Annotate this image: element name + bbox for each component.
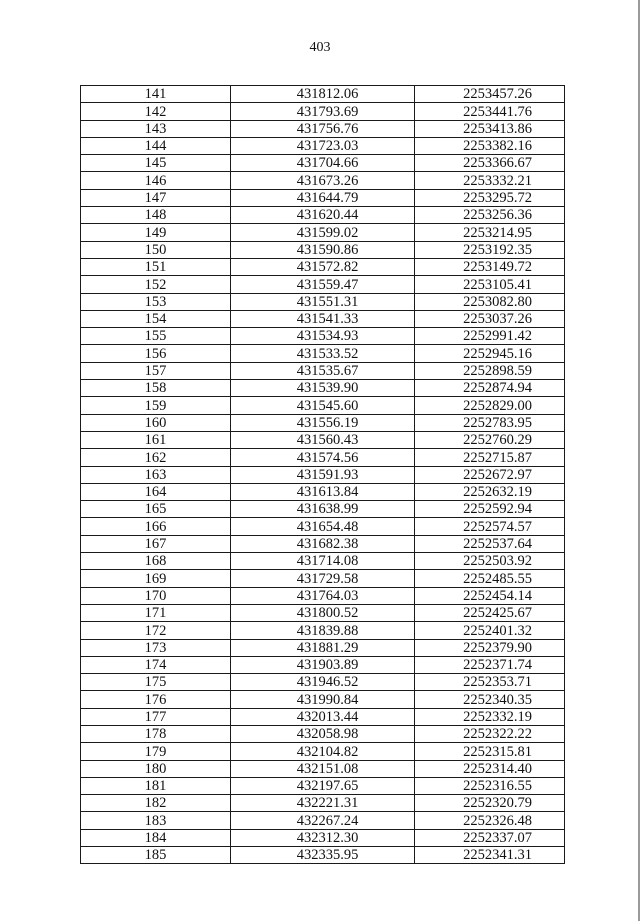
x-coordinate-cell: 431551.31 bbox=[231, 293, 415, 310]
point-number-cell: 145 bbox=[81, 155, 231, 172]
y-coordinate-cell: 2252340.35 bbox=[415, 691, 565, 708]
point-number-cell: 168 bbox=[81, 553, 231, 570]
x-coordinate-cell: 432104.82 bbox=[231, 743, 415, 760]
x-coordinate-cell: 431839.88 bbox=[231, 622, 415, 639]
y-coordinate-cell: 2252454.14 bbox=[415, 587, 565, 604]
x-coordinate-cell: 431756.76 bbox=[231, 120, 415, 137]
x-coordinate-cell: 432312.30 bbox=[231, 829, 415, 846]
table-row bbox=[81, 622, 565, 639]
y-coordinate-cell: 2252332.19 bbox=[415, 708, 565, 725]
y-coordinate-cell: 2252341.31 bbox=[415, 847, 565, 864]
point-number-cell: 170 bbox=[81, 587, 231, 604]
x-coordinate-cell: 431638.99 bbox=[231, 501, 415, 518]
x-coordinate-cell: 432058.98 bbox=[231, 725, 415, 742]
table-row bbox=[81, 795, 565, 812]
table-row bbox=[81, 86, 565, 103]
y-coordinate-cell: 2253105.41 bbox=[415, 276, 565, 293]
point-number-cell: 174 bbox=[81, 656, 231, 673]
table-row bbox=[81, 656, 565, 673]
table-row bbox=[81, 535, 565, 552]
point-number-cell: 178 bbox=[81, 725, 231, 742]
point-number-cell: 175 bbox=[81, 674, 231, 691]
page-number: 403 bbox=[309, 40, 331, 55]
y-coordinate-cell: 2253214.95 bbox=[415, 224, 565, 241]
x-coordinate-cell: 431620.44 bbox=[231, 207, 415, 224]
coordinate-table bbox=[80, 85, 565, 864]
x-coordinate-cell: 432197.65 bbox=[231, 777, 415, 794]
x-coordinate-cell: 431559.47 bbox=[231, 276, 415, 293]
y-coordinate-cell: 2253332.21 bbox=[415, 172, 565, 189]
point-number-cell: 156 bbox=[81, 345, 231, 362]
x-coordinate-cell: 431599.02 bbox=[231, 224, 415, 241]
y-coordinate-cell: 2253366.67 bbox=[415, 155, 565, 172]
table-row bbox=[81, 241, 565, 258]
table-row bbox=[81, 431, 565, 448]
y-coordinate-cell: 2252898.59 bbox=[415, 362, 565, 379]
table-row bbox=[81, 570, 565, 587]
y-coordinate-cell: 2253037.26 bbox=[415, 310, 565, 327]
y-coordinate-cell: 2253413.86 bbox=[415, 120, 565, 137]
y-coordinate-cell: 2252760.29 bbox=[415, 431, 565, 448]
table-row bbox=[81, 639, 565, 656]
y-coordinate-cell: 2252326.48 bbox=[415, 812, 565, 829]
x-coordinate-cell: 431556.19 bbox=[231, 414, 415, 431]
point-number-cell: 154 bbox=[81, 310, 231, 327]
y-coordinate-cell: 2252537.64 bbox=[415, 535, 565, 552]
table-row bbox=[81, 120, 565, 137]
point-number-cell: 181 bbox=[81, 777, 231, 794]
table-row bbox=[81, 449, 565, 466]
x-coordinate-cell: 431729.58 bbox=[231, 570, 415, 587]
point-number-cell: 180 bbox=[81, 760, 231, 777]
table-row bbox=[81, 189, 565, 206]
point-number-cell: 148 bbox=[81, 207, 231, 224]
table-row bbox=[81, 691, 565, 708]
y-coordinate-cell: 2252632.19 bbox=[415, 483, 565, 500]
table-row bbox=[81, 829, 565, 846]
y-coordinate-cell: 2252715.87 bbox=[415, 449, 565, 466]
point-number-cell: 146 bbox=[81, 172, 231, 189]
table-row bbox=[81, 466, 565, 483]
point-number-cell: 162 bbox=[81, 449, 231, 466]
y-coordinate-cell: 2252945.16 bbox=[415, 345, 565, 362]
point-number-cell: 173 bbox=[81, 639, 231, 656]
y-coordinate-cell: 2252425.67 bbox=[415, 604, 565, 621]
y-coordinate-cell: 2252320.79 bbox=[415, 795, 565, 812]
x-coordinate-cell: 431654.48 bbox=[231, 518, 415, 535]
x-coordinate-cell: 431903.89 bbox=[231, 656, 415, 673]
y-coordinate-cell: 2252829.00 bbox=[415, 397, 565, 414]
y-coordinate-cell: 2252371.74 bbox=[415, 656, 565, 673]
y-coordinate-cell: 2252485.55 bbox=[415, 570, 565, 587]
y-coordinate-cell: 2252314.40 bbox=[415, 760, 565, 777]
table-row bbox=[81, 587, 565, 604]
point-number-cell: 166 bbox=[81, 518, 231, 535]
x-coordinate-cell: 431881.29 bbox=[231, 639, 415, 656]
x-coordinate-cell: 431990.84 bbox=[231, 691, 415, 708]
x-coordinate-cell: 431534.93 bbox=[231, 328, 415, 345]
point-number-cell: 143 bbox=[81, 120, 231, 137]
x-coordinate-cell: 431704.66 bbox=[231, 155, 415, 172]
x-coordinate-cell: 431590.86 bbox=[231, 241, 415, 258]
x-coordinate-cell: 431591.93 bbox=[231, 466, 415, 483]
y-coordinate-cell: 2252783.95 bbox=[415, 414, 565, 431]
point-number-cell: 185 bbox=[81, 847, 231, 864]
x-coordinate-cell: 431535.67 bbox=[231, 362, 415, 379]
point-number-cell: 184 bbox=[81, 829, 231, 846]
x-coordinate-cell: 431793.69 bbox=[231, 103, 415, 120]
point-number-cell: 165 bbox=[81, 501, 231, 518]
point-number-cell: 183 bbox=[81, 812, 231, 829]
table-row bbox=[81, 483, 565, 500]
point-number-cell: 160 bbox=[81, 414, 231, 431]
x-coordinate-cell: 431946.52 bbox=[231, 674, 415, 691]
table-row bbox=[81, 518, 565, 535]
table-row bbox=[81, 501, 565, 518]
table-row bbox=[81, 258, 565, 275]
x-coordinate-cell: 431541.33 bbox=[231, 310, 415, 327]
y-coordinate-cell: 2252315.81 bbox=[415, 743, 565, 760]
y-coordinate-cell: 2252592.94 bbox=[415, 501, 565, 518]
point-number-cell: 149 bbox=[81, 224, 231, 241]
point-number-cell: 141 bbox=[81, 86, 231, 103]
point-number-cell: 155 bbox=[81, 328, 231, 345]
table-row bbox=[81, 293, 565, 310]
x-coordinate-cell: 432013.44 bbox=[231, 708, 415, 725]
point-number-cell: 163 bbox=[81, 466, 231, 483]
table-row bbox=[81, 397, 565, 414]
point-number-cell: 171 bbox=[81, 604, 231, 621]
y-coordinate-cell: 2252322.22 bbox=[415, 725, 565, 742]
y-coordinate-cell: 2253256.36 bbox=[415, 207, 565, 224]
y-coordinate-cell: 2253295.72 bbox=[415, 189, 565, 206]
y-coordinate-cell: 2252503.92 bbox=[415, 553, 565, 570]
table-row bbox=[81, 137, 565, 154]
x-coordinate-cell: 432151.08 bbox=[231, 760, 415, 777]
point-number-cell: 164 bbox=[81, 483, 231, 500]
x-coordinate-cell: 431812.06 bbox=[231, 86, 415, 103]
y-coordinate-cell: 2252672.97 bbox=[415, 466, 565, 483]
table-row bbox=[81, 207, 565, 224]
y-coordinate-cell: 2252353.71 bbox=[415, 674, 565, 691]
x-coordinate-cell: 431800.52 bbox=[231, 604, 415, 621]
point-number-cell: 157 bbox=[81, 362, 231, 379]
y-coordinate-cell: 2253441.76 bbox=[415, 103, 565, 120]
x-coordinate-cell: 431560.43 bbox=[231, 431, 415, 448]
point-number-cell: 150 bbox=[81, 241, 231, 258]
table-row bbox=[81, 276, 565, 293]
x-coordinate-cell: 431644.79 bbox=[231, 189, 415, 206]
y-coordinate-cell: 2252874.94 bbox=[415, 380, 565, 397]
point-number-cell: 182 bbox=[81, 795, 231, 812]
table-row bbox=[81, 103, 565, 120]
table-row bbox=[81, 380, 565, 397]
table-row bbox=[81, 155, 565, 172]
x-coordinate-cell: 431673.26 bbox=[231, 172, 415, 189]
point-number-cell: 179 bbox=[81, 743, 231, 760]
table-row bbox=[81, 414, 565, 431]
point-number-cell: 158 bbox=[81, 380, 231, 397]
y-coordinate-cell: 2253082.80 bbox=[415, 293, 565, 310]
point-number-cell: 159 bbox=[81, 397, 231, 414]
point-number-cell: 147 bbox=[81, 189, 231, 206]
point-number-cell: 152 bbox=[81, 276, 231, 293]
x-coordinate-cell: 432267.24 bbox=[231, 812, 415, 829]
point-number-cell: 153 bbox=[81, 293, 231, 310]
x-coordinate-cell: 431764.03 bbox=[231, 587, 415, 604]
point-number-cell: 169 bbox=[81, 570, 231, 587]
table-row bbox=[81, 777, 565, 794]
x-coordinate-cell: 431533.52 bbox=[231, 345, 415, 362]
x-coordinate-cell: 431574.56 bbox=[231, 449, 415, 466]
table-row bbox=[81, 310, 565, 327]
y-coordinate-cell: 2253382.16 bbox=[415, 137, 565, 154]
coordinate-table-body bbox=[81, 86, 565, 864]
x-coordinate-cell: 431572.82 bbox=[231, 258, 415, 275]
point-number-cell: 172 bbox=[81, 622, 231, 639]
table-row bbox=[81, 725, 565, 742]
y-coordinate-cell: 2252379.90 bbox=[415, 639, 565, 656]
x-coordinate-cell: 431714.08 bbox=[231, 553, 415, 570]
table-row bbox=[81, 812, 565, 829]
y-coordinate-cell: 2252316.55 bbox=[415, 777, 565, 794]
table-row bbox=[81, 674, 565, 691]
y-coordinate-cell: 2253149.72 bbox=[415, 258, 565, 275]
table-row bbox=[81, 362, 565, 379]
y-coordinate-cell: 2253192.35 bbox=[415, 241, 565, 258]
table-row bbox=[81, 760, 565, 777]
y-coordinate-cell: 2252574.57 bbox=[415, 518, 565, 535]
x-coordinate-cell: 431723.03 bbox=[231, 137, 415, 154]
y-coordinate-cell: 2252401.32 bbox=[415, 622, 565, 639]
y-coordinate-cell: 2252991.42 bbox=[415, 328, 565, 345]
point-number-cell: 177 bbox=[81, 708, 231, 725]
y-coordinate-cell: 2253457.26 bbox=[415, 86, 565, 103]
x-coordinate-cell: 431539.90 bbox=[231, 380, 415, 397]
point-number-cell: 167 bbox=[81, 535, 231, 552]
table-row bbox=[81, 708, 565, 725]
x-coordinate-cell: 432335.95 bbox=[231, 847, 415, 864]
table-row bbox=[81, 604, 565, 621]
x-coordinate-cell: 431613.84 bbox=[231, 483, 415, 500]
point-number-cell: 176 bbox=[81, 691, 231, 708]
table-row bbox=[81, 224, 565, 241]
x-coordinate-cell: 431545.60 bbox=[231, 397, 415, 414]
point-number-cell: 144 bbox=[81, 137, 231, 154]
table-row bbox=[81, 328, 565, 345]
table-row bbox=[81, 172, 565, 189]
table-row bbox=[81, 553, 565, 570]
table-row bbox=[81, 345, 565, 362]
x-coordinate-cell: 431682.38 bbox=[231, 535, 415, 552]
table-row bbox=[81, 743, 565, 760]
point-number-cell: 151 bbox=[81, 258, 231, 275]
x-coordinate-cell: 432221.31 bbox=[231, 795, 415, 812]
table-row bbox=[81, 847, 565, 864]
point-number-cell: 161 bbox=[81, 431, 231, 448]
y-coordinate-cell: 2252337.07 bbox=[415, 829, 565, 846]
point-number-cell: 142 bbox=[81, 103, 231, 120]
